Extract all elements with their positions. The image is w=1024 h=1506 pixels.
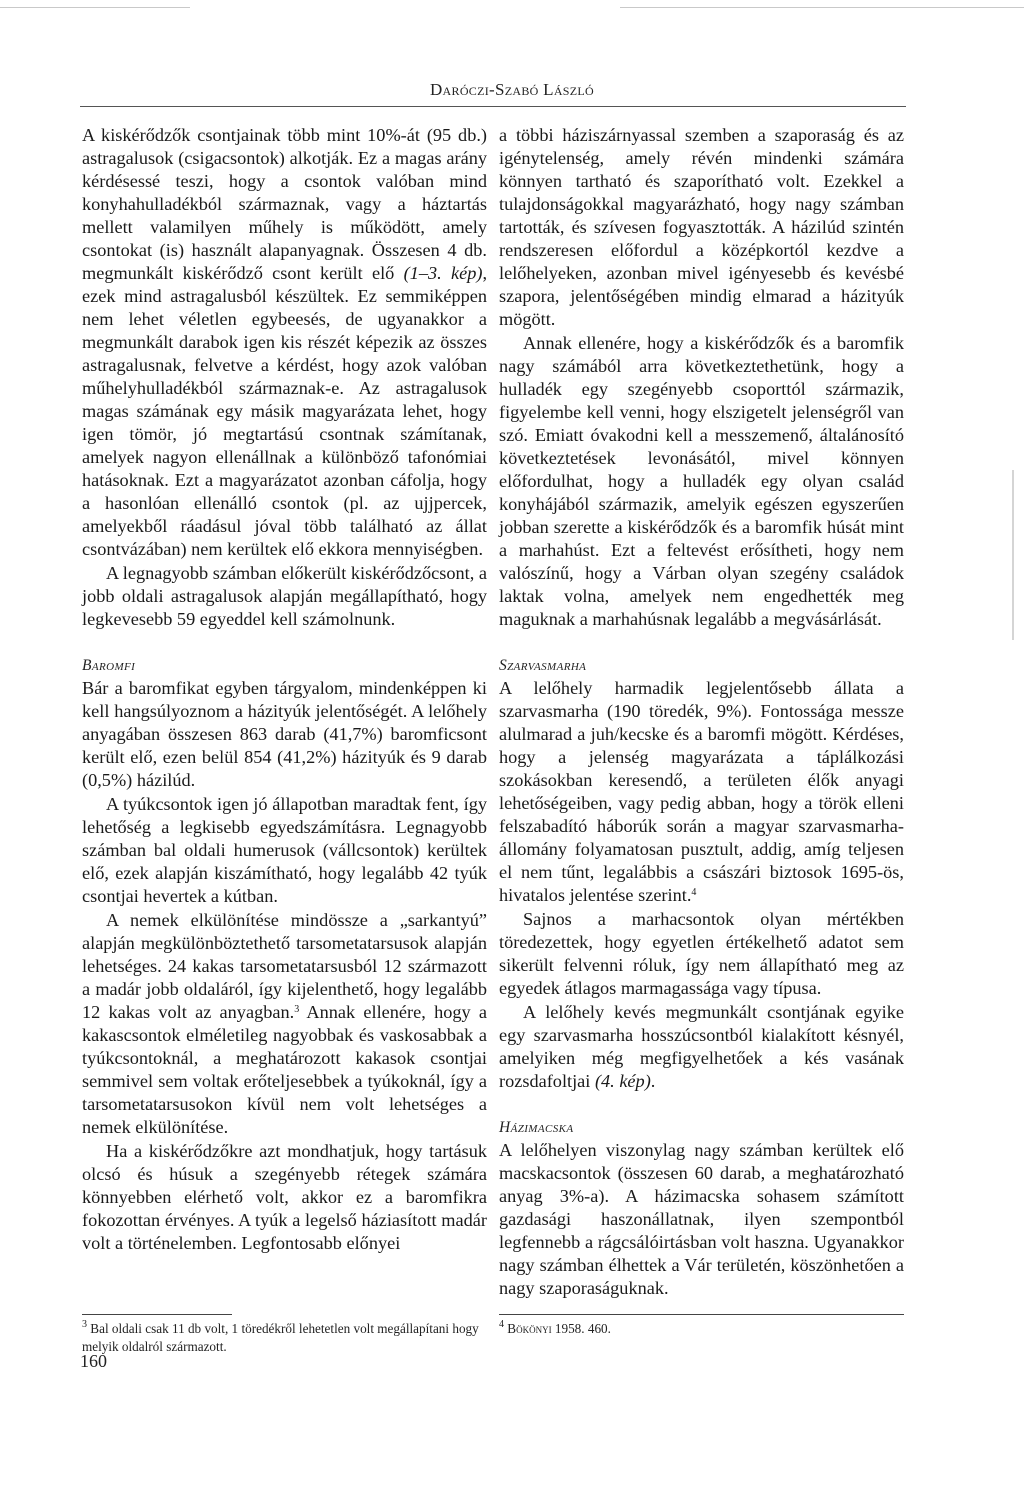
paragraph: Sajnos a marhacsontok olyan mértékben töredezettek, hogy egyetlen értékelhető adatot sem sikerült felvenni róluk, így nem állapítható meg az egyedek átlagos marmagassága vagy típusa. [499,909,904,998]
footnote-rule [499,1314,904,1315]
paragraph [499,1001,904,1093]
left-column [82,124,487,1255]
page-number: 160 [80,1351,107,1371]
paragraph-text: A lelőhely kevés megmunkált csontjának egyike egy szarvasmarha hosszúcsontból kialakított késnyél, amelyiken még megfigyelhetőek a kés vasának rozsdafoltjai [499,1002,904,1091]
paragraph: a többi háziszárnyassal szemben a szaporaság és az igénytelenség, amely révén mindenki számára könnyen tartható és szaporítható volt. Ezekkel a tulajdonságokkal magyarázható, hogy nagy számban tartották, és szívesen fogyasztották. A házilúd szintén rendszeresen előfordul a középkortól kezdve a lelőhelyeken, azonban mivel igényesebb és kevésbé szapora, jelentőségében mindig elmarad a házityúk mögött. [499,125,904,329]
paragraph [499,677,904,907]
scan-margin-mark [1012,470,1014,640]
figure-reference: (4. kép) [594,1071,651,1091]
figure-reference: (1–3. kép) [403,263,483,283]
paragraph-text: , ezek mind astragalusból készültek. Ez semmiképpen nem lehet véletlen egybeesés, de ugyanakkor a megmunkált darabok igen kis részét képezik az összes astragalusnak, felvetve a kérdést, hogy azok valóban műhelyhulladékból származnak-e. Az astragalusok magas számának egy másik magyarázata lehet, hogy igen tömör, jó megtartású csontnak számítanak, amelyek nagyon ellenállnak a különböző tafonómiai hatásoknak. Ezt a magyarázatot azonban cáfolja, hogy a hasonlóan ellenálló csontok (pl. az ujjpercek, amelyekből ráadásul jóval több található az állat csontvázában) nem kerültek elő ekkora mennyiségben. [82,263,488,559]
header-rule [80,106,906,107]
paragraph [82,909,487,1139]
running-head-author: Daróczi-Szabó László [429,80,595,99]
footnote-rule [82,1314,232,1315]
section-heading-szarvasmarha: Szarvasmarha [499,657,587,674]
footnote-3 [82,1320,487,1356]
scan-artifact-line [0,7,190,8]
paragraph-text: . [650,1071,656,1091]
paragraph [82,124,487,561]
section-heading-hazimacska: Házimacska [499,1119,574,1136]
paragraph: Bár a baromfikat egyben tárgyalom, mindenképpen ki kell hangsúlyoznom a házityúk jelentőségét. A lelőhely anyagában összesen 863 darab (41,7%) baromficsont került elő, ezen belül 854 (41,2%) házityúk és 9 darab (0,5%) házilúd. [82,678,487,790]
paragraph: Annak ellenére, hogy a kiskérődzők és a baromfik nagy számából arra következtethetünk, hogy a hulladék egy szegényebb csoporttól származik, figyelembe kell venni, hogy elszigetelt jelenségről van szó. Emiatt óvakodni kell a messzemenő, általánosító következtetések levonásától, mivel könnyen előfordulhat, hogy a hulladék egy olyan család konyhájából származik, amelyik egészen egyszerűen jobban szerette a kiskérődzők és a baromfik húsát mint a marhahúst. Ezt a feltevést erősítheti, hogy nem valószínű, hogy a Várban olyan szegény családok laktak volna, amelyek nem engedhették meg maguknak a marhahúsnak legalább a megvásárlását. [499,333,904,629]
paragraph-text: A kiskérődzők csontjainak több mint 10%-át (95 db.) astragalusok (csigacsontok) alkotják. Ez a magas arány kérdésessé teszi, hogy a csontok valóban mind konyhahulladékból származnak, vagy a háztartás mellett valamilyen műhely is működött, amely csontokat (is) használt alapanyagnak. Összesen 4 db. megmunkált kiskérődző csont került elő [82,125,487,283]
paragraph: A lelőhelyen viszonylag nagy számban kerültek elő macskacsontok (összesen 60 darab, a meghatározható anyag 3%-a). A házimacska sohasem számított gazdasági haszonállatnak, ilyen szempontból legfennebb a rágcsálóirtásban volt haszna. Ugyanakkor nagy számban élhettek a Vár területén, köszönhetően a nagy szaporaságuknak. [499,1140,904,1298]
paragraph: A tyúkcsontok igen jó állapotban maradtak fent, így lehetőség a legkisebb egyedszámításra. Legnagyobb számban bal oldali humerusok (vállcsontok) kerültek elő, ezek alapján kiszámítható, hogy legalább 42 tyúk csontjai hevertek a kútban. [82,794,487,906]
footnote-4 [499,1320,904,1338]
footnote-number: 4 [499,1319,504,1330]
footnote-author: Bökönyi [507,1321,552,1336]
right-column [499,124,904,1300]
footnote-marker: 3 [294,1004,300,1015]
paragraph: Ha a kiskérődzőkre azt mondhatjuk, hogy tartásuk olcsó és húsuk a szegényebb rétegek számára könnyebben elérhető volt, akkor ez a baromfikra fokozottan érvényes. A tyúk a legelső háziasított madár volt a történelemben. Legfontosabb előnyei [82,1141,487,1253]
running-head [0,80,1024,100]
footnote-text: Bal oldali csak 11 db volt, 1 töredékről lehetetlen volt megállapítani hogy melyik oldalról származott. [82,1321,479,1354]
paragraph-text: Annak ellenére, hogy a kakascsontok elméletileg nagyobbak és vaskosabbak a tyúkcsontoknál, a meghatározott kakasok csontjai semmivel sem voltak erőteljesebbek a tyúkoknál, így a tarsometatarsusokon kívül nem volt lehetséges a nemek elkülönítése. [82,1002,487,1137]
footnote-text: 1958. 460. [551,1321,611,1336]
paragraph: A legnagyobb számban előkerült kiskérődzőcsont, a jobb oldali astragalusok alapján megállapítható, hogy legkevesebb 59 egyeddel kell számolnunk. [82,563,487,629]
footnote-number: 3 [82,1319,87,1330]
scan-artifact-line [620,7,1024,8]
section-heading-baromfi: Baromfi [82,657,136,674]
paragraph-text: A lelőhely harmadik legjelentősebb állata a szarvasmarha (190 töredék, 9%). Fontossága messze alulmarad a juh/kecske és a baromfi mögött. Kérdéses, hogy a jelenség magyarázata a táplálkozási szokásokban keresendő, a területen élők anyagi lehetőségeiben, vagy pedig abban, hogy a török elleni felszabadító háborúk során a magyar szarvasmarha-állomány folyamatosan pusztult, addig, amíg teljesen el nem tűnt, legalábbis a császári biztosok 1695-ös, hivatalos jelentése szerint. [499,678,904,905]
footnote-marker: 4 [691,887,697,898]
paragraph-text: A nemek elkülönítése mindössze a „sarkantyú” alapján megkülönböztethető tarsometatarsusok alapján lehetséges. 24 kakas tarsometatarsusból 12 származott a madár jobb oldaláról, így kijelenthető, hogy legalább 12 kakas volt az anyagban. [82,910,487,1022]
